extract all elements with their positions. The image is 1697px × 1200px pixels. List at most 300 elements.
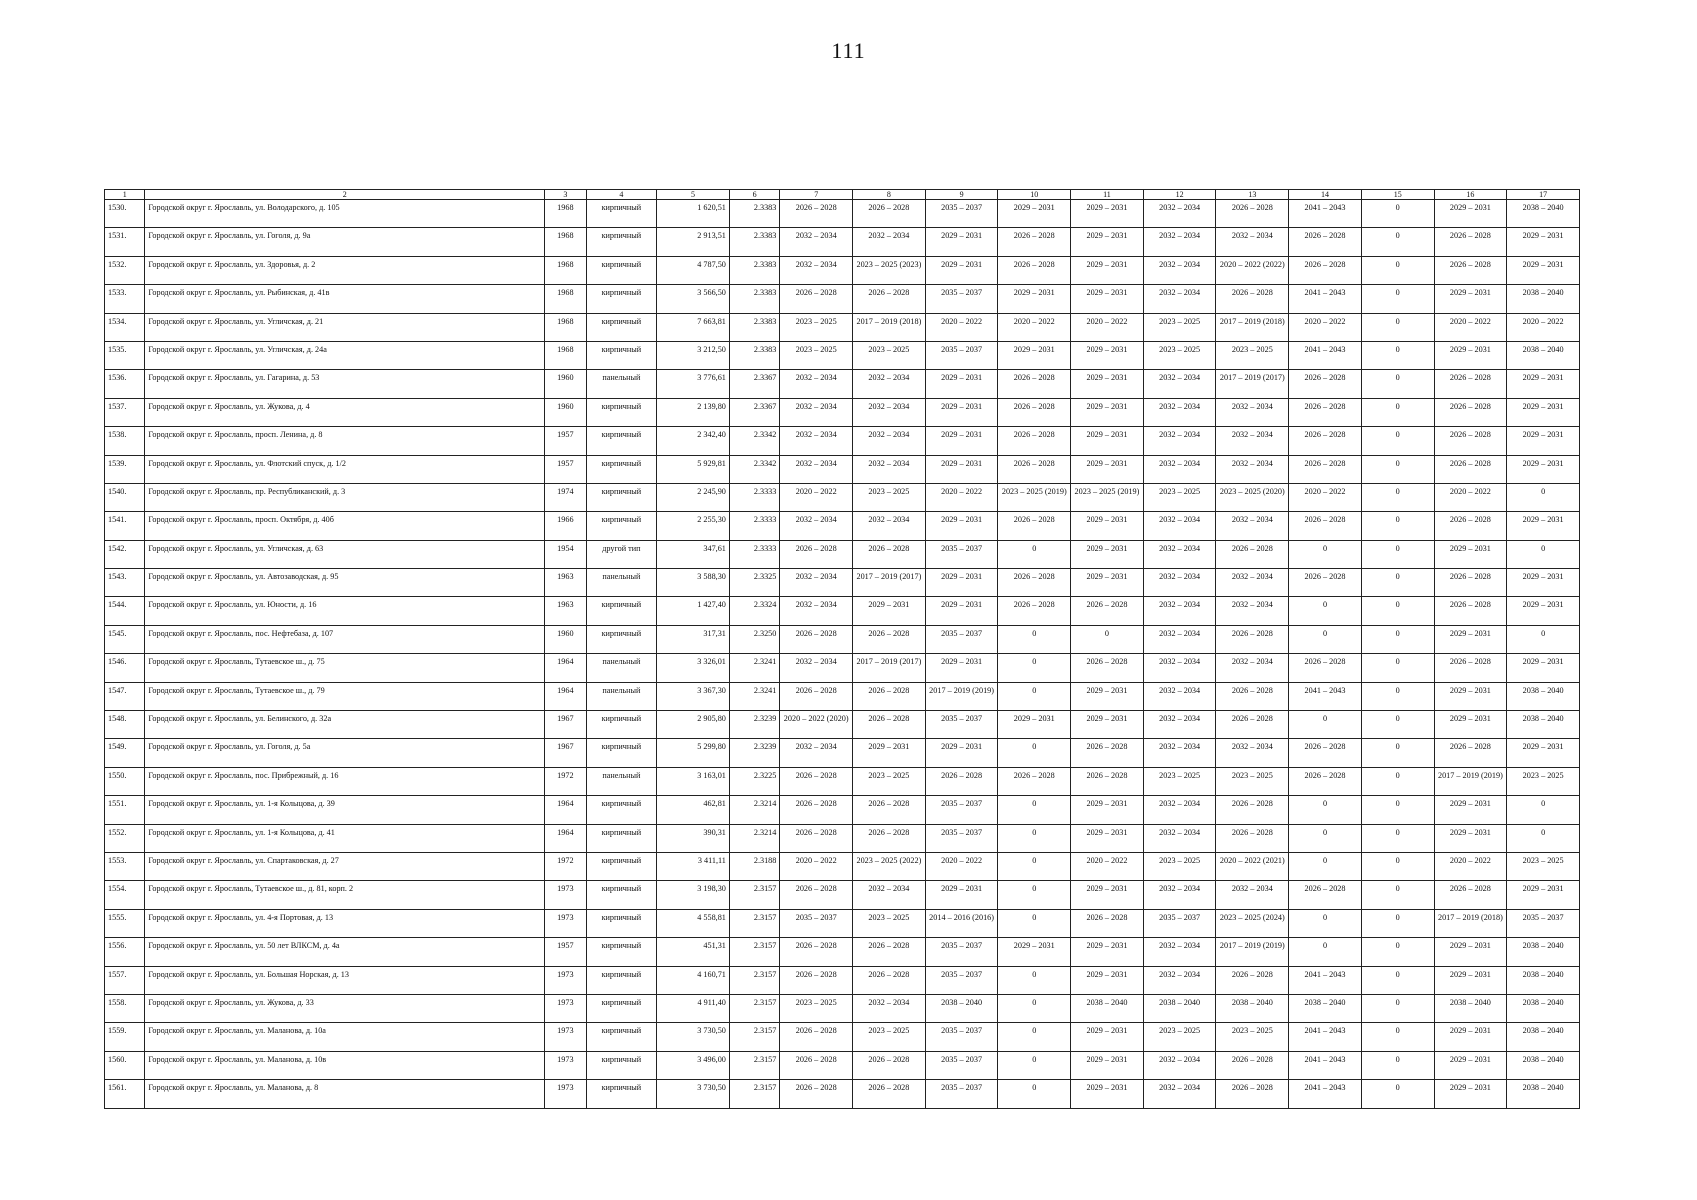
address-cell: Городской округ г. Ярославль, ул. Гоголя, д. 5а — [145, 739, 545, 767]
area-cell: 2 255,30 — [657, 512, 730, 540]
period-col-16-cell: 2026 – 2028 — [1434, 455, 1507, 483]
rate-cell: 2.3333 — [729, 512, 779, 540]
period-col-7-cell: 2020 – 2022 (2020) — [780, 711, 853, 739]
period-col-9-cell: 2029 – 2031 — [925, 427, 998, 455]
table-row — [105, 512, 1580, 540]
wall-material-cell: кирпичный — [586, 313, 657, 341]
address-cell: Городской округ г. Ярославль, ул. Гагарина, д. 53 — [145, 370, 545, 398]
period-col-15-cell: 0 — [1361, 540, 1434, 568]
period-col-13-cell: 2026 – 2028 — [1216, 711, 1289, 739]
address-cell: Городской округ г. Ярославль, ул. Угличская, д. 24а — [145, 341, 545, 369]
address-cell: Городской округ г. Ярославль, просп. Ленина, д. 8 — [145, 427, 545, 455]
address-cell: Городской округ г. Ярославль, ул. Угличская, д. 63 — [145, 540, 545, 568]
row-number-cell: 1533. — [105, 285, 145, 313]
period-col-9-cell: 2029 – 2031 — [925, 881, 998, 909]
period-col-15-cell: 0 — [1361, 427, 1434, 455]
area-cell: 4 911,40 — [657, 994, 730, 1022]
period-col-14-cell: 2026 – 2028 — [1289, 767, 1362, 795]
period-col-11-cell: 2029 – 2031 — [1071, 682, 1144, 710]
period-col-13-cell: 2026 – 2028 — [1216, 1080, 1289, 1108]
period-col-9-cell: 2029 – 2031 — [925, 569, 998, 597]
period-col-12-cell: 2032 – 2034 — [1143, 427, 1216, 455]
wall-material-cell: панельный — [586, 682, 657, 710]
period-col-15-cell: 0 — [1361, 285, 1434, 313]
period-col-10-cell: 0 — [998, 739, 1071, 767]
period-col-17-cell: 2029 – 2031 — [1507, 256, 1580, 284]
wall-material-cell: кирпичный — [586, 938, 657, 966]
header-cell-13: 13 — [1216, 190, 1289, 200]
table-row — [105, 313, 1580, 341]
period-col-17-cell: 2029 – 2031 — [1507, 398, 1580, 426]
period-col-10-cell: 2026 – 2028 — [998, 370, 1071, 398]
area-cell: 2 342,40 — [657, 427, 730, 455]
period-col-14-cell: 2038 – 2040 — [1289, 994, 1362, 1022]
period-col-10-cell: 2026 – 2028 — [998, 597, 1071, 625]
period-col-15-cell: 0 — [1361, 200, 1434, 228]
period-col-17-cell: 2038 – 2040 — [1507, 200, 1580, 228]
header-cell-1: 1 — [105, 190, 145, 200]
period-col-14-cell: 2026 – 2028 — [1289, 739, 1362, 767]
header-cell-9: 9 — [925, 190, 998, 200]
period-col-9-cell: 2035 – 2037 — [925, 200, 998, 228]
period-col-8-cell: 2026 – 2028 — [853, 966, 926, 994]
period-col-8-cell: 2026 – 2028 — [853, 200, 926, 228]
period-col-16-cell: 2026 – 2028 — [1434, 569, 1507, 597]
wall-material-cell: кирпичный — [586, 455, 657, 483]
period-col-7-cell: 2020 – 2022 — [780, 483, 853, 511]
period-col-11-cell: 2029 – 2031 — [1071, 200, 1144, 228]
period-col-17-cell: 2038 – 2040 — [1507, 938, 1580, 966]
period-col-16-cell: 2029 – 2031 — [1434, 1080, 1507, 1108]
period-col-9-cell: 2035 – 2037 — [925, 285, 998, 313]
period-col-11-cell: 2029 – 2031 — [1071, 341, 1144, 369]
row-number-cell: 1544. — [105, 597, 145, 625]
period-col-16-cell: 2026 – 2028 — [1434, 597, 1507, 625]
period-col-7-cell: 2026 – 2028 — [780, 796, 853, 824]
rate-cell: 2.3157 — [729, 966, 779, 994]
period-col-11-cell: 2029 – 2031 — [1071, 569, 1144, 597]
housing-register-table — [104, 189, 1580, 1109]
period-col-13-cell: 2026 – 2028 — [1216, 1051, 1289, 1079]
period-col-14-cell: 2020 – 2022 — [1289, 313, 1362, 341]
period-col-7-cell: 2032 – 2034 — [780, 597, 853, 625]
period-col-15-cell: 0 — [1361, 682, 1434, 710]
period-col-11-cell: 2029 – 2031 — [1071, 398, 1144, 426]
period-col-9-cell: 2029 – 2031 — [925, 739, 998, 767]
period-col-15-cell: 0 — [1361, 994, 1434, 1022]
table-row — [105, 824, 1580, 852]
period-col-7-cell: 2032 – 2034 — [780, 512, 853, 540]
period-col-10-cell: 0 — [998, 654, 1071, 682]
wall-material-cell: кирпичный — [586, 1080, 657, 1108]
area-cell: 4 558,81 — [657, 909, 730, 937]
period-col-17-cell: 2029 – 2031 — [1507, 739, 1580, 767]
rate-cell: 2.3157 — [729, 1080, 779, 1108]
build-year-cell: 1972 — [545, 852, 586, 880]
period-col-12-cell: 2038 – 2040 — [1143, 994, 1216, 1022]
period-col-17-cell: 0 — [1507, 540, 1580, 568]
period-col-7-cell: 2026 – 2028 — [780, 540, 853, 568]
row-number-cell: 1534. — [105, 313, 145, 341]
period-col-10-cell: 2026 – 2028 — [998, 427, 1071, 455]
period-col-15-cell: 0 — [1361, 1051, 1434, 1079]
period-col-13-cell: 2032 – 2034 — [1216, 398, 1289, 426]
period-col-13-cell: 2026 – 2028 — [1216, 682, 1289, 710]
period-col-17-cell: 2029 – 2031 — [1507, 597, 1580, 625]
rate-cell: 2.3333 — [729, 483, 779, 511]
build-year-cell: 1960 — [545, 398, 586, 426]
period-col-15-cell: 0 — [1361, 455, 1434, 483]
period-col-13-cell: 2023 – 2025 (2020) — [1216, 483, 1289, 511]
period-col-11-cell: 2020 – 2022 — [1071, 852, 1144, 880]
period-col-14-cell: 2041 – 2043 — [1289, 285, 1362, 313]
table-row — [105, 852, 1580, 880]
period-col-11-cell: 2029 – 2031 — [1071, 796, 1144, 824]
row-number-cell: 1560. — [105, 1051, 145, 1079]
period-col-17-cell: 2029 – 2031 — [1507, 427, 1580, 455]
table-row — [105, 938, 1580, 966]
period-col-16-cell: 2020 – 2022 — [1434, 852, 1507, 880]
period-col-11-cell: 2029 – 2031 — [1071, 540, 1144, 568]
period-col-12-cell: 2023 – 2025 — [1143, 341, 1216, 369]
build-year-cell: 1963 — [545, 597, 586, 625]
build-year-cell: 1973 — [545, 909, 586, 937]
period-col-15-cell: 0 — [1361, 767, 1434, 795]
period-col-16-cell: 2017 – 2019 (2018) — [1434, 909, 1507, 937]
period-col-13-cell: 2017 – 2019 (2018) — [1216, 313, 1289, 341]
period-col-16-cell: 2026 – 2028 — [1434, 654, 1507, 682]
build-year-cell: 1973 — [545, 881, 586, 909]
period-col-7-cell: 2032 – 2034 — [780, 398, 853, 426]
period-col-14-cell: 0 — [1289, 909, 1362, 937]
build-year-cell: 1973 — [545, 1080, 586, 1108]
rate-cell: 2.3325 — [729, 569, 779, 597]
period-col-14-cell: 2041 – 2043 — [1289, 682, 1362, 710]
table-header — [105, 190, 1580, 200]
period-col-9-cell: 2029 – 2031 — [925, 370, 998, 398]
period-col-14-cell: 0 — [1289, 852, 1362, 880]
row-number-cell: 1558. — [105, 994, 145, 1022]
period-col-9-cell: 2035 – 2037 — [925, 341, 998, 369]
period-col-16-cell: 2020 – 2022 — [1434, 483, 1507, 511]
period-col-9-cell: 2038 – 2040 — [925, 994, 998, 1022]
row-number-cell: 1548. — [105, 711, 145, 739]
period-col-14-cell: 2041 – 2043 — [1289, 1051, 1362, 1079]
period-col-7-cell: 2026 – 2028 — [780, 966, 853, 994]
period-col-15-cell: 0 — [1361, 341, 1434, 369]
address-cell: Городской округ г. Ярославль, ул. Большая Норская, д. 13 — [145, 966, 545, 994]
rate-cell: 2.3188 — [729, 852, 779, 880]
area-cell: 7 663,81 — [657, 313, 730, 341]
row-number-cell: 1552. — [105, 824, 145, 852]
header-cell-14: 14 — [1289, 190, 1362, 200]
build-year-cell: 1964 — [545, 824, 586, 852]
wall-material-cell: другой тип — [586, 540, 657, 568]
period-col-7-cell: 2026 – 2028 — [780, 881, 853, 909]
period-col-17-cell: 2029 – 2031 — [1507, 654, 1580, 682]
rate-cell: 2.3157 — [729, 1051, 779, 1079]
period-col-7-cell: 2026 – 2028 — [780, 200, 853, 228]
period-col-8-cell: 2026 – 2028 — [853, 711, 926, 739]
period-col-9-cell: 2029 – 2031 — [925, 256, 998, 284]
period-col-14-cell: 2026 – 2028 — [1289, 427, 1362, 455]
period-col-8-cell: 2026 – 2028 — [853, 796, 926, 824]
period-col-14-cell: 0 — [1289, 597, 1362, 625]
row-number-cell: 1542. — [105, 540, 145, 568]
period-col-8-cell: 2032 – 2034 — [853, 512, 926, 540]
address-cell: Городской округ г. Ярославль, ул. 4-я Портовая, д. 13 — [145, 909, 545, 937]
period-col-10-cell: 2026 – 2028 — [998, 569, 1071, 597]
period-col-12-cell: 2032 – 2034 — [1143, 711, 1216, 739]
period-col-15-cell: 0 — [1361, 966, 1434, 994]
rate-cell: 2.3383 — [729, 200, 779, 228]
period-col-13-cell: 2032 – 2034 — [1216, 427, 1289, 455]
area-cell: 3 212,50 — [657, 341, 730, 369]
period-col-8-cell: 2026 – 2028 — [853, 625, 926, 653]
period-col-8-cell: 2032 – 2034 — [853, 881, 926, 909]
area-cell: 462,81 — [657, 796, 730, 824]
area-cell: 3 496,00 — [657, 1051, 730, 1079]
period-col-17-cell: 2038 – 2040 — [1507, 966, 1580, 994]
period-col-16-cell: 2029 – 2031 — [1434, 711, 1507, 739]
period-col-14-cell: 0 — [1289, 796, 1362, 824]
address-cell: Городской округ г. Ярославль, Тутаевское ш., д. 79 — [145, 682, 545, 710]
build-year-cell: 1963 — [545, 569, 586, 597]
period-col-12-cell: 2032 – 2034 — [1143, 540, 1216, 568]
period-col-16-cell: 2029 – 2031 — [1434, 625, 1507, 653]
period-col-10-cell: 2026 – 2028 — [998, 228, 1071, 256]
period-col-14-cell: 2041 – 2043 — [1289, 1023, 1362, 1051]
period-col-17-cell: 2023 – 2025 — [1507, 767, 1580, 795]
area-cell: 451,31 — [657, 938, 730, 966]
rate-cell: 2.3225 — [729, 767, 779, 795]
period-col-12-cell: 2023 – 2025 — [1143, 1023, 1216, 1051]
period-col-11-cell: 2020 – 2022 — [1071, 313, 1144, 341]
period-col-10-cell: 2020 – 2022 — [998, 313, 1071, 341]
build-year-cell: 1973 — [545, 994, 586, 1022]
period-col-13-cell: 2026 – 2028 — [1216, 200, 1289, 228]
period-col-14-cell: 0 — [1289, 824, 1362, 852]
header-cell-15: 15 — [1361, 190, 1434, 200]
table-row — [105, 1080, 1580, 1108]
period-col-17-cell: 2029 – 2031 — [1507, 512, 1580, 540]
header-cell-4: 4 — [586, 190, 657, 200]
period-col-11-cell: 2029 – 2031 — [1071, 285, 1144, 313]
table-row — [105, 711, 1580, 739]
row-number-cell: 1554. — [105, 881, 145, 909]
period-col-11-cell: 2026 – 2028 — [1071, 767, 1144, 795]
build-year-cell: 1964 — [545, 682, 586, 710]
period-col-16-cell: 2038 – 2040 — [1434, 994, 1507, 1022]
row-number-cell: 1537. — [105, 398, 145, 426]
period-col-14-cell: 2026 – 2028 — [1289, 370, 1362, 398]
table-row — [105, 796, 1580, 824]
row-number-cell: 1532. — [105, 256, 145, 284]
period-col-13-cell: 2032 – 2034 — [1216, 512, 1289, 540]
period-col-8-cell: 2023 – 2025 — [853, 767, 926, 795]
period-col-11-cell: 2029 – 2031 — [1071, 966, 1144, 994]
period-col-16-cell: 2026 – 2028 — [1434, 370, 1507, 398]
period-col-7-cell: 2026 – 2028 — [780, 1080, 853, 1108]
rate-cell: 2.3367 — [729, 370, 779, 398]
period-col-15-cell: 0 — [1361, 938, 1434, 966]
period-col-16-cell: 2029 – 2031 — [1434, 1023, 1507, 1051]
rate-cell: 2.3239 — [729, 739, 779, 767]
period-col-15-cell: 0 — [1361, 483, 1434, 511]
period-col-9-cell: 2014 – 2016 (2016) — [925, 909, 998, 937]
build-year-cell: 1973 — [545, 1051, 586, 1079]
period-col-13-cell: 2026 – 2028 — [1216, 824, 1289, 852]
address-cell: Городской округ г. Ярославль, ул. Жукова, д. 33 — [145, 994, 545, 1022]
period-col-17-cell: 2038 – 2040 — [1507, 711, 1580, 739]
rate-cell: 2.3383 — [729, 256, 779, 284]
period-col-7-cell: 2026 – 2028 — [780, 824, 853, 852]
period-col-13-cell: 2023 – 2025 — [1216, 767, 1289, 795]
area-cell: 1 427,40 — [657, 597, 730, 625]
period-col-8-cell: 2017 – 2019 (2018) — [853, 313, 926, 341]
period-col-17-cell: 0 — [1507, 483, 1580, 511]
period-col-11-cell: 2029 – 2031 — [1071, 1023, 1144, 1051]
period-col-11-cell: 2029 – 2031 — [1071, 228, 1144, 256]
address-cell: Городской округ г. Ярославль, пос. Прибрежный, д. 16 — [145, 767, 545, 795]
period-col-14-cell: 2026 – 2028 — [1289, 881, 1362, 909]
period-col-12-cell: 2032 – 2034 — [1143, 597, 1216, 625]
period-col-7-cell: 2026 – 2028 — [780, 625, 853, 653]
period-col-14-cell: 2026 – 2028 — [1289, 455, 1362, 483]
period-col-8-cell: 2029 – 2031 — [853, 597, 926, 625]
period-col-16-cell: 2020 – 2022 — [1434, 313, 1507, 341]
period-col-10-cell: 0 — [998, 824, 1071, 852]
period-col-9-cell: 2020 – 2022 — [925, 483, 998, 511]
rate-cell: 2.3241 — [729, 654, 779, 682]
period-col-11-cell: 2026 – 2028 — [1071, 654, 1144, 682]
table-row — [105, 1023, 1580, 1051]
area-cell: 3 776,61 — [657, 370, 730, 398]
rate-cell: 2.3214 — [729, 796, 779, 824]
period-col-8-cell: 2017 – 2019 (2017) — [853, 654, 926, 682]
address-cell: Городской округ г. Ярославль, ул. 50 лет ВЛКСМ, д. 4а — [145, 938, 545, 966]
period-col-8-cell: 2023 – 2025 (2023) — [853, 256, 926, 284]
area-cell: 2 913,51 — [657, 228, 730, 256]
build-year-cell: 1954 — [545, 540, 586, 568]
area-cell: 4 160,71 — [657, 966, 730, 994]
row-number-cell: 1561. — [105, 1080, 145, 1108]
header-cell-3: 3 — [545, 190, 586, 200]
period-col-12-cell: 2032 – 2034 — [1143, 200, 1216, 228]
rate-cell: 2.3342 — [729, 427, 779, 455]
period-col-14-cell: 2041 – 2043 — [1289, 341, 1362, 369]
period-col-15-cell: 0 — [1361, 711, 1434, 739]
period-col-14-cell: 0 — [1289, 540, 1362, 568]
build-year-cell: 1968 — [545, 200, 586, 228]
build-year-cell: 1966 — [545, 512, 586, 540]
period-col-10-cell: 2029 – 2031 — [998, 938, 1071, 966]
area-cell: 3 411,11 — [657, 852, 730, 880]
period-col-9-cell: 2029 – 2031 — [925, 398, 998, 426]
build-year-cell: 1968 — [545, 256, 586, 284]
rate-cell: 2.3157 — [729, 881, 779, 909]
build-year-cell: 1968 — [545, 341, 586, 369]
period-col-12-cell: 2035 – 2037 — [1143, 909, 1216, 937]
wall-material-cell: кирпичный — [586, 398, 657, 426]
period-col-8-cell: 2032 – 2034 — [853, 228, 926, 256]
table-row — [105, 228, 1580, 256]
period-col-7-cell: 2023 – 2025 — [780, 341, 853, 369]
period-col-10-cell: 2023 – 2025 (2019) — [998, 483, 1071, 511]
period-col-14-cell: 2026 – 2028 — [1289, 256, 1362, 284]
period-col-10-cell: 0 — [998, 852, 1071, 880]
area-cell: 5 299,80 — [657, 739, 730, 767]
period-col-17-cell: 2038 – 2040 — [1507, 1080, 1580, 1108]
address-cell: Городской округ г. Ярославль, Тутаевское ш., д. 75 — [145, 654, 545, 682]
period-col-17-cell: 0 — [1507, 625, 1580, 653]
period-col-12-cell: 2023 – 2025 — [1143, 852, 1216, 880]
period-col-12-cell: 2032 – 2034 — [1143, 569, 1216, 597]
period-col-10-cell: 2029 – 2031 — [998, 341, 1071, 369]
table-row — [105, 427, 1580, 455]
row-number-cell: 1549. — [105, 739, 145, 767]
period-col-11-cell: 2029 – 2031 — [1071, 256, 1144, 284]
period-col-15-cell: 0 — [1361, 569, 1434, 597]
period-col-13-cell: 2032 – 2034 — [1216, 228, 1289, 256]
period-col-11-cell: 2029 – 2031 — [1071, 1080, 1144, 1108]
period-col-9-cell: 2029 – 2031 — [925, 512, 998, 540]
row-number-cell: 1538. — [105, 427, 145, 455]
row-number-cell: 1547. — [105, 682, 145, 710]
area-cell: 347,61 — [657, 540, 730, 568]
header-cell-11: 11 — [1071, 190, 1144, 200]
period-col-8-cell: 2029 – 2031 — [853, 739, 926, 767]
rate-cell: 2.3383 — [729, 341, 779, 369]
period-col-9-cell: 2035 – 2037 — [925, 625, 998, 653]
table-row — [105, 625, 1580, 653]
period-col-11-cell: 2029 – 2031 — [1071, 824, 1144, 852]
period-col-9-cell: 2017 – 2019 (2019) — [925, 682, 998, 710]
period-col-17-cell: 2038 – 2040 — [1507, 341, 1580, 369]
wall-material-cell: кирпичный — [586, 200, 657, 228]
period-col-11-cell: 2029 – 2031 — [1071, 881, 1144, 909]
row-number-cell: 1545. — [105, 625, 145, 653]
period-col-12-cell: 2032 – 2034 — [1143, 824, 1216, 852]
period-col-15-cell: 0 — [1361, 881, 1434, 909]
period-col-8-cell: 2026 – 2028 — [853, 1080, 926, 1108]
build-year-cell: 1967 — [545, 739, 586, 767]
period-col-7-cell: 2032 – 2034 — [780, 427, 853, 455]
period-col-7-cell: 2032 – 2034 — [780, 370, 853, 398]
period-col-12-cell: 2032 – 2034 — [1143, 739, 1216, 767]
period-col-17-cell: 2038 – 2040 — [1507, 1023, 1580, 1051]
period-col-10-cell: 2029 – 2031 — [998, 711, 1071, 739]
period-col-8-cell: 2023 – 2025 — [853, 483, 926, 511]
period-col-10-cell: 2029 – 2031 — [998, 285, 1071, 313]
period-col-10-cell: 0 — [998, 966, 1071, 994]
period-col-13-cell: 2026 – 2028 — [1216, 796, 1289, 824]
area-cell: 2 245,90 — [657, 483, 730, 511]
row-number-cell: 1541. — [105, 512, 145, 540]
period-col-17-cell: 2038 – 2040 — [1507, 285, 1580, 313]
header-cell-8: 8 — [853, 190, 926, 200]
period-col-12-cell: 2032 – 2034 — [1143, 370, 1216, 398]
address-cell: Городской округ г. Ярославль, ул. Спартаковская, д. 27 — [145, 852, 545, 880]
rate-cell: 2.3333 — [729, 540, 779, 568]
row-number-cell: 1531. — [105, 228, 145, 256]
period-col-14-cell: 0 — [1289, 625, 1362, 653]
period-col-12-cell: 2032 – 2034 — [1143, 1080, 1216, 1108]
rate-cell: 2.3383 — [729, 313, 779, 341]
period-col-7-cell: 2032 – 2034 — [780, 455, 853, 483]
period-col-11-cell: 2029 – 2031 — [1071, 427, 1144, 455]
build-year-cell: 1968 — [545, 313, 586, 341]
